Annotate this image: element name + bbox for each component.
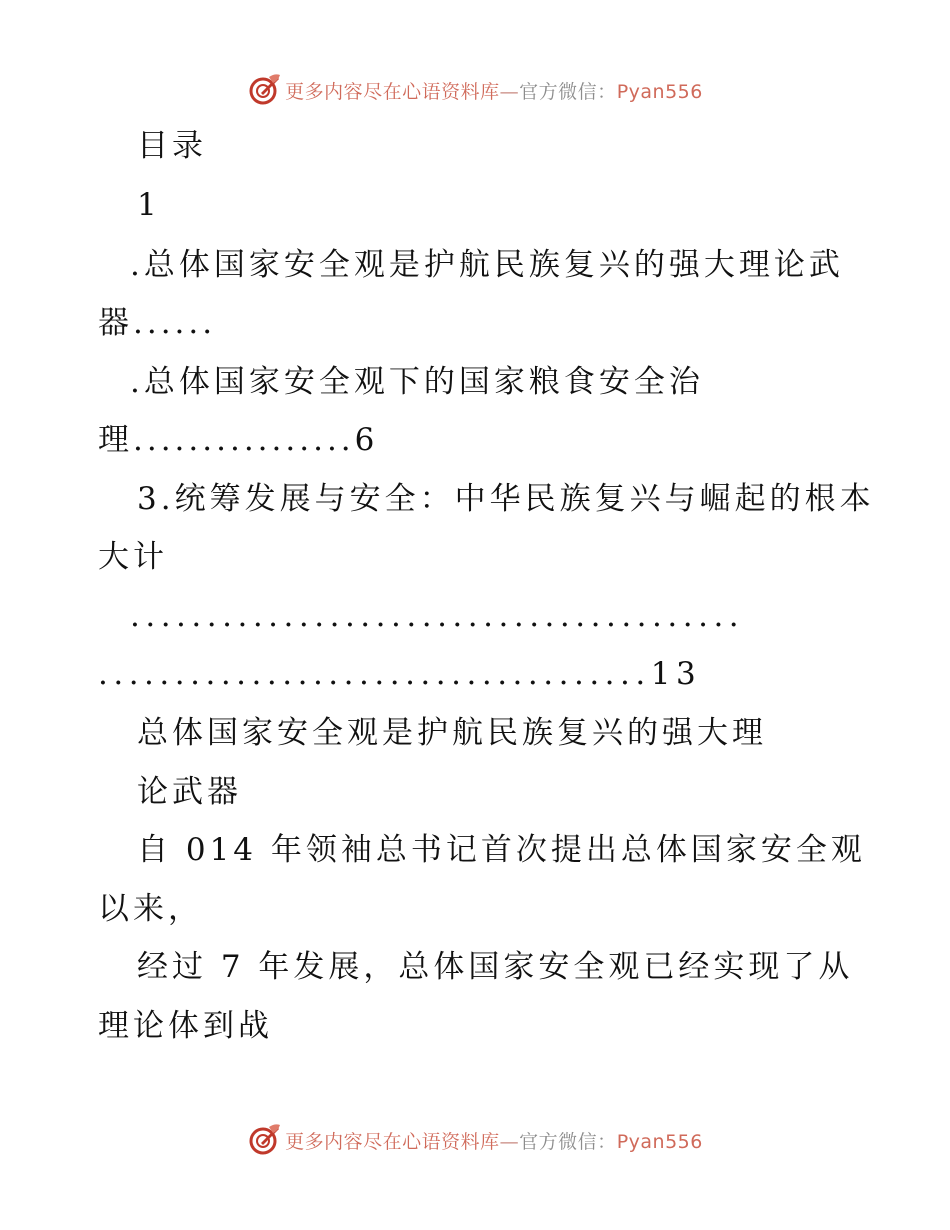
toc-item-1-line-1: .总体国家安全观是护航民族复兴的强大理论武 xyxy=(130,247,844,283)
toc-item-3-line-1: 3.统筹发展与安全：中华民族复兴与崛起的根本 xyxy=(137,481,875,517)
toc-item-1-line-2: 器...... xyxy=(98,305,217,341)
banner-dash: — xyxy=(499,1130,520,1153)
toc-item-3-line-2: 大计 xyxy=(98,539,168,575)
toc-item-2-line-1: .总体国家安全观下的国家粮食安全治 xyxy=(130,364,704,400)
banner-dash: — xyxy=(499,80,520,103)
banner-handle: Pyan556 xyxy=(616,80,703,103)
quill-logo-icon xyxy=(247,1123,281,1157)
toc-item-3-leader-dots: ........................................ xyxy=(130,598,745,634)
banner-text xyxy=(285,1127,703,1154)
banner-main-text: 更多内容尽在心语资料库 xyxy=(285,1130,500,1153)
banner-label: 官方微信： xyxy=(519,1130,617,1153)
banner-main-text: 更多内容尽在心语资料库 xyxy=(285,80,500,103)
paragraph-2-line-1: 经过 7 年发展，总体国家安全观已经实现了从 xyxy=(137,949,854,985)
section-title-line-1: 总体国家安全观是护航民族复兴的强大理 xyxy=(137,715,767,751)
footer-banner xyxy=(0,1120,950,1160)
toc-heading: 目录 xyxy=(137,128,207,164)
section-title-line-2: 论武器 xyxy=(137,774,242,810)
paragraph-1-line-2: 以来， xyxy=(98,891,203,927)
toc-number: 1 xyxy=(137,187,161,223)
paragraph-2-line-2: 理论体到战 xyxy=(98,1008,273,1044)
toc-item-3-page: ....................................13 xyxy=(98,656,702,692)
banner-label: 官方微信： xyxy=(519,80,617,103)
toc-item-2-line-2: 理................6 xyxy=(98,422,379,458)
banner-handle: Pyan556 xyxy=(616,1130,703,1153)
paragraph-1-line-1: 自 014 年领袖总书记首次提出总体国家安全观 xyxy=(137,832,866,868)
